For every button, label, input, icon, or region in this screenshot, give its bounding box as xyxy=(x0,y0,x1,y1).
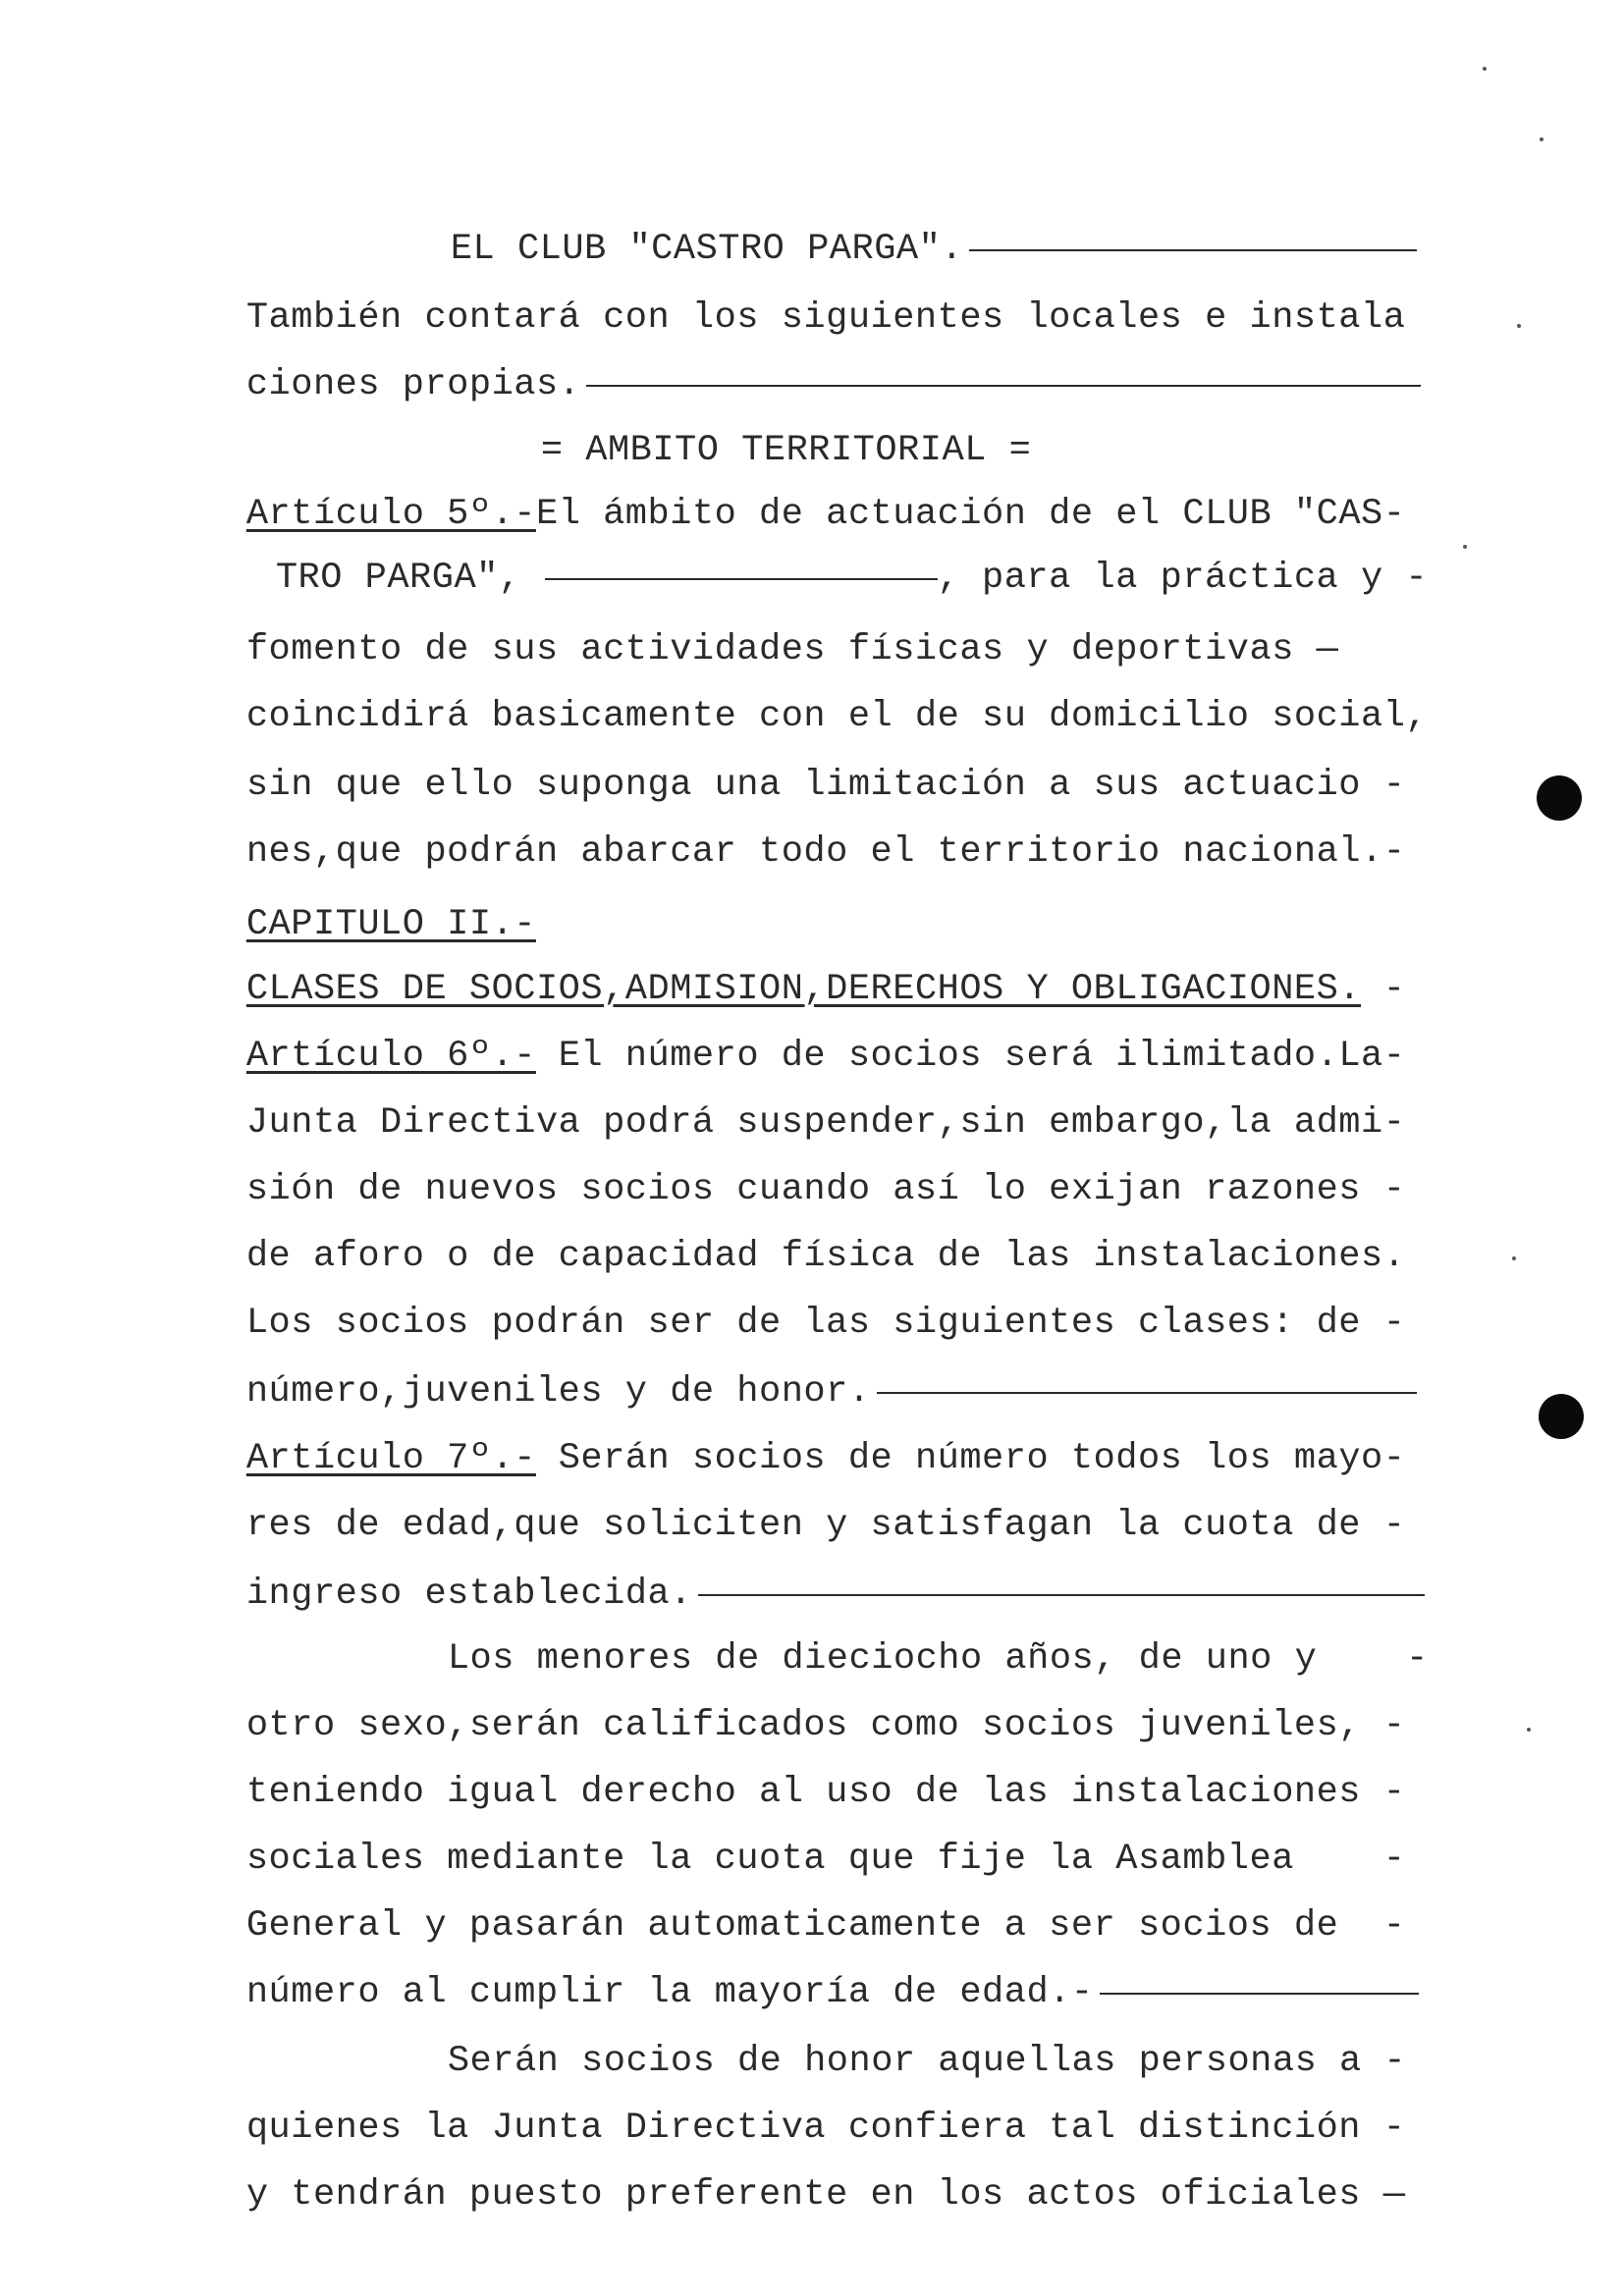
doc-line-heading: EL CLUB "CASTRO PARGA". xyxy=(361,167,1559,222)
paper-speck xyxy=(1512,1256,1516,1260)
paper-speck xyxy=(1527,1728,1531,1732)
article-label: Artículo 5º.- xyxy=(245,494,536,535)
chapter-heading: CAPITULO II.- xyxy=(245,904,536,945)
paper-speck xyxy=(1517,324,1521,328)
doc-line: Los menores de dieciocho años, de uno y - xyxy=(447,1638,1429,1680)
doc-line: También contará con los siguientes locales e instala xyxy=(245,297,1406,339)
doc-line: sociales mediante la cuota que fije la Asamblea - xyxy=(245,1839,1406,1880)
doc-line: fomento de sus actividades físicas y deportivas — xyxy=(245,629,1339,670)
punch-hole-top xyxy=(1537,775,1582,821)
doc-line: otro sexo,serán calificados como socios juveniles, - xyxy=(245,1705,1406,1746)
article-label: Artículo 7º.- xyxy=(245,1438,536,1479)
doc-line: Artículo 6º.- El número de socios será ilimitado.La- xyxy=(245,1036,1406,1077)
article-label: Artículo 6º.- xyxy=(245,1036,536,1077)
doc-line: y tendrán puesto preferente en los actos oficiales — xyxy=(245,2174,1406,2216)
punch-hole-bottom xyxy=(1539,1394,1584,1439)
doc-line: nes,que podrán abarcar todo el territorio nacional.- xyxy=(245,831,1406,873)
doc-line: General y pasarán automaticamente a ser socios de - xyxy=(245,1905,1406,1947)
paper-speck xyxy=(1483,67,1487,71)
doc-line: sión de nuevos socios cuando así lo exijan razones - xyxy=(245,1169,1406,1210)
doc-line: sin que ello suponga una limitación a sus actuacio - xyxy=(245,765,1406,806)
chapter-title: CLASES DE SOCIOS,ADMISION,DERECHOS Y OBLIGACIONES. - xyxy=(245,969,1406,1010)
doc-line: Artículo 7º.- Serán socios de número todos los mayo- xyxy=(245,1438,1406,1479)
doc-line: quienes la Junta Directiva confiera tal distinción - xyxy=(245,2108,1406,2149)
doc-line: número,juveniles y de honor. xyxy=(157,1309,1355,1364)
doc-line: teniendo igual derecho al uso de las instalaciones - xyxy=(245,1772,1406,1813)
doc-line: número al cumplir la mayoría de edad.- xyxy=(157,1910,1355,1965)
doc-line: coincidirá basicamente con el de su domicilio social, xyxy=(245,696,1429,737)
doc-line: ciones propias. xyxy=(157,302,1355,357)
doc-line: de aforo o de capacidad física de las instalaciones. xyxy=(245,1236,1406,1277)
doc-line: Los socios podrán ser de las siguientes clases: de - xyxy=(245,1303,1406,1344)
paper-speck xyxy=(1463,545,1467,549)
doc-line: ingreso establecida. xyxy=(157,1512,1355,1567)
paper-speck xyxy=(1540,137,1543,141)
section-heading: = AMBITO TERRITORIAL = xyxy=(540,430,1032,471)
doc-line: Serán socios de honor aquellas personas a - xyxy=(447,2041,1407,2082)
doc-line: res de edad,que soliciten y satisfagan la cuota de - xyxy=(245,1505,1406,1546)
doc-line: Junta Directiva podrá suspender,sin embargo,la admi- xyxy=(245,1102,1406,1144)
doc-line: Artículo 5º.-El ámbito de actuación de el CLUB "CAS- xyxy=(245,494,1406,535)
doc-line: TRO PARGA", , para la práctica y - xyxy=(275,558,1429,599)
